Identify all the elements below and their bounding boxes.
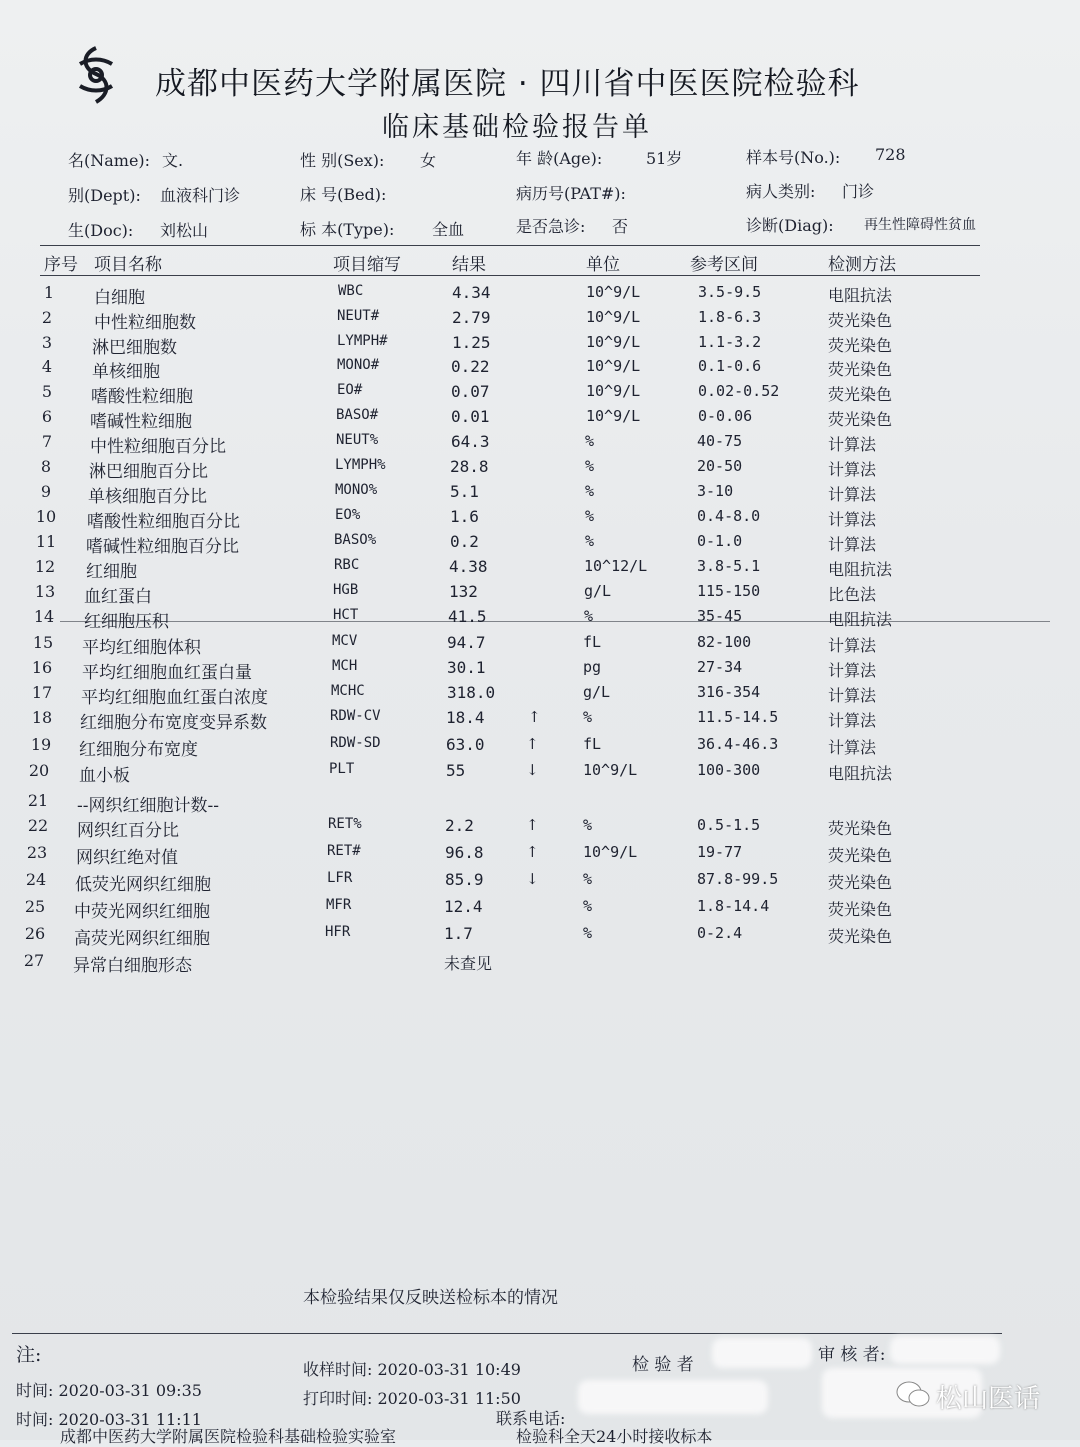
table-row <box>0 951 1080 976</box>
cell-name: 淋巴细胞数 <box>92 338 177 358</box>
cell-no: 20 <box>28 761 50 780</box>
table-row <box>0 761 1080 786</box>
cell-abbr: RBC <box>334 557 360 573</box>
cell-ref: 82-100 <box>697 633 752 651</box>
cell-method: 计算法 <box>828 510 877 529</box>
cell-unit: g/L <box>584 582 612 600</box>
watermark: 松山医话 <box>936 1384 1041 1414</box>
cell-no: 25 <box>24 897 46 916</box>
cell-unit: 10^9/L <box>586 333 641 351</box>
cell-unit: fL <box>583 633 602 651</box>
cell-ref: 36.4-46.3 <box>697 735 779 753</box>
cell-val: 0.2 <box>450 532 479 551</box>
dept-label: 别(Dept): <box>68 186 141 205</box>
ptype-label: 病人类别: <box>746 182 816 201</box>
cell-val: 0.01 <box>451 407 490 426</box>
col-header-result: 结果 <box>452 255 486 275</box>
disclaimer: 本检验结果仅反映送检标本的情况 <box>303 1288 558 1308</box>
cell-no: 2 <box>41 308 53 327</box>
cell-method: 计算法 <box>828 738 877 757</box>
cell-name: 网织红百分比 <box>77 821 179 841</box>
cell-method: 计算法 <box>828 636 877 655</box>
cell-val: 未查见 <box>444 954 493 973</box>
cell-unit: % <box>584 607 594 625</box>
report-title: 临床基础检验报告单 <box>382 112 652 143</box>
cell-abbr: LYMPH# <box>337 333 388 349</box>
cell-method: 电阻抗法 <box>828 560 893 579</box>
cell-val: 4.38 <box>449 557 488 576</box>
cell-method: 电阻抗法 <box>828 286 893 305</box>
table-row <box>0 582 1080 607</box>
cell-ref: 1.1-3.2 <box>698 333 762 351</box>
cell-abbr: RET% <box>328 816 362 832</box>
cell-name: 平均红细胞血红蛋白量 <box>82 663 252 683</box>
cell-ref: 19-77 <box>697 843 743 861</box>
cell-name: 血红蛋白 <box>84 587 152 607</box>
cell-ref: 27-34 <box>697 658 743 676</box>
cell-val: 94.7 <box>447 633 486 652</box>
cell-name: 中荧光网织红细胞 <box>74 902 210 922</box>
col-header-ref: 参考区间 <box>690 255 758 275</box>
cell-val: 1.6 <box>450 507 479 526</box>
cell-method: 计算法 <box>828 435 877 454</box>
cell-name: 中性粒细胞数 <box>94 313 196 333</box>
cell-no: 17 <box>31 683 53 702</box>
cell-method: 荧光染色 <box>828 873 893 892</box>
cell-ref: 0.1-0.6 <box>698 357 762 375</box>
cell-ref: 3-10 <box>697 482 734 500</box>
cell-val: 85.9 <box>445 870 484 889</box>
cell-unit: % <box>583 870 593 888</box>
table-row <box>0 382 1080 407</box>
cell-ref: 87.8-99.5 <box>697 870 779 888</box>
table-row <box>0 457 1080 482</box>
cell-name: 平均红细胞体积 <box>82 638 201 658</box>
cell-unit: 10^9/L <box>586 283 641 301</box>
cell-name: 白细胞 <box>94 288 145 308</box>
cell-no: 10 <box>35 507 57 526</box>
print-time: 打印时间: 2020-03-31 11:50 <box>303 1389 521 1408</box>
patient-name: 文. <box>162 151 184 170</box>
cell-val: 28.8 <box>450 457 489 476</box>
cell-unit: % <box>585 532 595 550</box>
cell-ref: 20-50 <box>697 457 743 475</box>
cell-no: 19 <box>30 735 52 754</box>
urgent-label: 是否急诊: <box>516 217 586 236</box>
cell-val: 5.1 <box>450 482 479 501</box>
col-header-method: 检测方法 <box>828 255 896 275</box>
table-row <box>0 308 1080 333</box>
table-row <box>0 683 1080 708</box>
cell-method: 电阻抗法 <box>828 764 893 783</box>
cell-val: 1.7 <box>444 924 473 943</box>
cell-no: 22 <box>27 816 49 835</box>
cell-abbr: MONO# <box>337 357 380 373</box>
cell-val: 4.34 <box>452 283 491 302</box>
cell-flag: ↑ <box>526 843 539 861</box>
cell-ref: 115-150 <box>697 582 761 600</box>
cell-abbr: NEUT% <box>336 432 379 448</box>
cell-ref: 0-2.4 <box>697 924 743 942</box>
cell-abbr: WBC <box>338 283 364 299</box>
table-row <box>0 507 1080 532</box>
table-row <box>0 532 1080 557</box>
lab-name: 成都中医药大学附属医院检验科基础检验实验室 <box>60 1427 397 1446</box>
col-header-abbr: 项目缩写 <box>333 255 401 275</box>
cell-no: 24 <box>25 870 47 889</box>
hospital-name: 成都中医药大学附属医院 · 四川省中医医院检验科 <box>155 66 860 102</box>
cell-ref: 0.02-0.52 <box>698 382 780 400</box>
cell-no: 8 <box>40 457 52 476</box>
doc-label: 生(Doc): <box>68 221 134 240</box>
cell-name: 嗜酸性粒细胞百分比 <box>87 512 240 532</box>
cell-ref: 316-354 <box>697 683 761 701</box>
cell-no: 5 <box>41 382 53 401</box>
patient-dept: 血液科门诊 <box>160 186 241 205</box>
cell-method: 计算法 <box>828 535 877 554</box>
cell-val: 55 <box>446 761 466 780</box>
table-row <box>0 333 1080 358</box>
col-header-name: 项目名称 <box>94 255 162 275</box>
table-row <box>0 633 1080 658</box>
table-row <box>0 283 1080 308</box>
cell-abbr: LYMPH% <box>335 457 386 473</box>
pat-label: 病历号(PAT#): <box>516 184 626 203</box>
cell-name: 异常白细胞形态 <box>73 956 192 976</box>
note-label: 注: <box>16 1344 42 1366</box>
cell-unit: % <box>583 708 593 726</box>
col-header-no: 序号 <box>44 255 78 275</box>
cell-unit: 10^9/L <box>586 357 641 375</box>
cell-method: 电阻抗法 <box>828 610 893 629</box>
cell-method: 计算法 <box>828 711 877 730</box>
sample-no-label: 样本号(No.): <box>746 148 841 167</box>
cell-abbr: NEUT# <box>337 308 380 324</box>
cell-method: 荧光染色 <box>828 336 893 355</box>
table-row <box>0 482 1080 507</box>
cell-name: 单核细胞 <box>92 362 160 382</box>
table-row <box>0 557 1080 582</box>
cell-abbr: MONO% <box>335 482 378 498</box>
cell-flag: ↑ <box>526 735 539 753</box>
cell-val: 2.2 <box>445 816 474 835</box>
cell-name: 红细胞 <box>86 562 137 582</box>
cell-no: 18 <box>31 708 53 727</box>
table-row <box>0 791 1080 816</box>
cell-val: 0.22 <box>451 357 490 376</box>
cell-flag: ↑ <box>528 708 541 726</box>
cell-name: 平均红细胞血红蛋白浓度 <box>81 688 268 708</box>
cell-abbr: MCV <box>332 633 358 649</box>
cell-name: 淋巴细胞百分比 <box>89 462 208 482</box>
cell-abbr: EO# <box>337 382 363 398</box>
contact-label: 联系电话: <box>496 1409 566 1428</box>
patient-doc: 刘松山 <box>160 221 209 240</box>
table-row <box>0 658 1080 683</box>
cell-name: 单核细胞百分比 <box>88 487 207 507</box>
cell-unit: % <box>583 897 593 915</box>
cell-unit: % <box>585 432 595 450</box>
cell-abbr: BASO% <box>334 532 377 548</box>
cell-no: 6 <box>41 407 53 426</box>
cell-method: 计算法 <box>828 661 877 680</box>
table-row <box>0 357 1080 382</box>
cell-flag: ↓ <box>526 870 539 888</box>
cell-abbr: MCH <box>332 658 358 674</box>
cell-no: 1 <box>43 283 55 302</box>
diag-label: 诊断(Diag): <box>746 216 834 235</box>
cell-val: 41.5 <box>448 607 487 626</box>
cell-no: 15 <box>32 633 54 652</box>
table-row <box>0 897 1080 922</box>
cell-unit: 10^9/L <box>586 308 641 326</box>
cell-name: 血小板 <box>79 766 130 786</box>
cell-ref: 0-1.0 <box>697 532 743 550</box>
cell-ref: 3.5-9.5 <box>698 283 762 301</box>
cell-unit: % <box>585 507 595 525</box>
cell-ref: 11.5-14.5 <box>697 708 779 726</box>
cell-method: 荧光染色 <box>828 819 893 838</box>
patient-sex: 女 <box>420 151 437 170</box>
cell-name: 嗜酸性粒细胞 <box>91 387 193 407</box>
cell-ref: 0-0.06 <box>698 407 753 425</box>
cell-ref: 1.8-14.4 <box>697 897 770 915</box>
cell-ref: 0.4-8.0 <box>697 507 761 525</box>
age-label: 年 龄(Age): <box>516 149 603 168</box>
patient-type: 门诊 <box>842 182 875 201</box>
cell-val: 12.4 <box>444 897 483 916</box>
redacted-reviewer <box>890 1336 1000 1364</box>
bottom-notice: 检验科全天24小时接收标本 <box>516 1427 713 1446</box>
cell-val: 132 <box>449 582 478 601</box>
cell-method: 荧光染色 <box>828 385 893 404</box>
cell-name: 嗜碱性粒细胞 <box>90 412 192 432</box>
redacted-block <box>578 1380 768 1414</box>
name-label: 名(Name): <box>68 151 151 170</box>
cell-name: 红细胞分布宽度变异系数 <box>80 713 267 733</box>
cell-val: 63.0 <box>446 735 485 754</box>
cell-name: --网织红细胞计数-- <box>77 796 219 816</box>
cell-no: 13 <box>34 582 56 601</box>
cell-unit: 10^9/L <box>586 382 641 400</box>
cell-unit: fL <box>583 735 602 753</box>
cell-val: 18.4 <box>446 708 485 727</box>
cell-method: 荧光染色 <box>828 927 893 946</box>
cell-flag: ↓ <box>526 761 539 779</box>
table-row <box>0 843 1080 868</box>
cell-val: 30.1 <box>447 658 486 677</box>
reviewed-by-label: 审 核 者: <box>818 1345 886 1365</box>
cell-unit: % <box>585 457 595 475</box>
hospital-logo-icon <box>72 44 120 106</box>
specimen-label: 标 本(Type): <box>300 220 395 239</box>
cell-no: 14 <box>33 607 55 626</box>
cell-abbr: RDW-SD <box>330 735 381 751</box>
redacted-tester <box>712 1338 812 1368</box>
cell-abbr: BASO# <box>336 407 379 423</box>
table-row <box>0 407 1080 432</box>
cell-ref: 0.5-1.5 <box>697 816 761 834</box>
table-row <box>0 735 1080 760</box>
cell-method: 荧光染色 <box>828 846 893 865</box>
cell-no: 3 <box>41 333 53 352</box>
cell-ref: 1.8-6.3 <box>698 308 762 326</box>
cell-unit: 10^9/L <box>583 843 638 861</box>
cell-name: 红细胞分布宽度 <box>79 740 198 760</box>
cell-val: 64.3 <box>451 432 490 451</box>
sex-label: 性 别(Sex): <box>300 151 385 170</box>
cell-no: 4 <box>41 357 53 376</box>
cell-no: 11 <box>35 532 57 551</box>
report-time: 时间: 2020-03-31 11:11 <box>16 1410 202 1429</box>
cell-unit: % <box>585 482 595 500</box>
cell-method: 荧光染色 <box>828 311 893 330</box>
col-header-unit: 单位 <box>586 255 620 275</box>
cell-unit: 10^9/L <box>583 761 638 779</box>
cell-abbr: RDW-CV <box>330 708 381 724</box>
cell-flag: ↑ <box>526 816 539 834</box>
cell-no: 21 <box>27 791 49 810</box>
cell-method: 计算法 <box>828 686 877 705</box>
table-row <box>0 924 1080 949</box>
table-header-rule <box>40 275 980 276</box>
tested-by-label: 检 验 者 <box>632 1355 694 1375</box>
cell-name: 中性粒细胞百分比 <box>90 437 226 457</box>
table-row <box>0 708 1080 733</box>
cell-abbr: RET# <box>327 843 361 859</box>
cell-method: 荧光染色 <box>828 900 893 919</box>
cell-name: 高荧光网织红细胞 <box>74 929 210 949</box>
cell-unit: g/L <box>583 683 611 701</box>
table-row <box>0 432 1080 457</box>
urgent-value: 否 <box>612 217 629 236</box>
table-top-rule <box>40 245 980 246</box>
cell-name: 低荧光网织红细胞 <box>75 875 211 895</box>
cell-unit: 10^12/L <box>584 557 648 575</box>
cell-name: 红细胞压积 <box>84 612 169 632</box>
cell-method: 计算法 <box>828 485 877 504</box>
cell-unit: pg <box>583 658 602 676</box>
collect-time: 时间: 2020-03-31 09:35 <box>16 1381 202 1400</box>
cell-unit: 10^9/L <box>586 407 641 425</box>
cell-unit: % <box>583 924 593 942</box>
cell-val: 96.8 <box>445 843 484 862</box>
cell-abbr: LFR <box>327 870 353 886</box>
table-row <box>0 607 1080 632</box>
cell-ref: 35-45 <box>697 607 743 625</box>
cell-no: 26 <box>24 924 46 943</box>
cell-abbr: MCHC <box>331 683 365 699</box>
cell-method: 比色法 <box>828 585 877 604</box>
cell-method: 计算法 <box>828 460 877 479</box>
cell-abbr: HFR <box>325 924 351 940</box>
specimen-type: 全血 <box>432 220 465 239</box>
cell-no: 9 <box>40 482 52 501</box>
cell-no: 7 <box>41 432 53 451</box>
wechat-icon <box>895 1380 931 1410</box>
cell-method: 荧光染色 <box>828 360 893 379</box>
cell-method: 荧光染色 <box>828 410 893 429</box>
table-row <box>0 870 1080 895</box>
receive-sample-time: 收样时间: 2020-03-31 10:49 <box>303 1360 521 1379</box>
sample-no: 728 <box>875 145 906 164</box>
cell-unit: % <box>583 816 593 834</box>
bed-label: 床 号(Bed): <box>300 185 387 204</box>
cell-abbr: MFR <box>326 897 352 913</box>
patient-age: 51岁 <box>646 149 683 168</box>
cell-name: 网织红绝对值 <box>76 848 178 868</box>
cell-no: 27 <box>23 951 45 970</box>
diagnosis: 再生性障碍性贫血 <box>864 217 976 233</box>
cell-ref: 40-75 <box>697 432 743 450</box>
cell-ref: 3.8-5.1 <box>697 557 761 575</box>
cell-no: 16 <box>31 658 53 677</box>
cell-val: 318.0 <box>447 683 496 702</box>
cell-ref: 100-300 <box>697 761 761 779</box>
cell-no: 23 <box>26 843 48 862</box>
cell-val: 2.79 <box>452 308 491 327</box>
cell-no: 12 <box>34 557 56 576</box>
cell-abbr: PLT <box>329 761 355 777</box>
cell-val: 1.25 <box>452 333 491 352</box>
cell-abbr: HCT <box>333 607 359 623</box>
cell-val: 0.07 <box>451 382 490 401</box>
cell-abbr: EO% <box>335 507 361 523</box>
cell-name: 嗜碱性粒细胞百分比 <box>86 537 239 557</box>
cell-abbr: HGB <box>333 582 359 598</box>
table-row <box>0 816 1080 841</box>
footer-rule <box>12 1333 1002 1334</box>
